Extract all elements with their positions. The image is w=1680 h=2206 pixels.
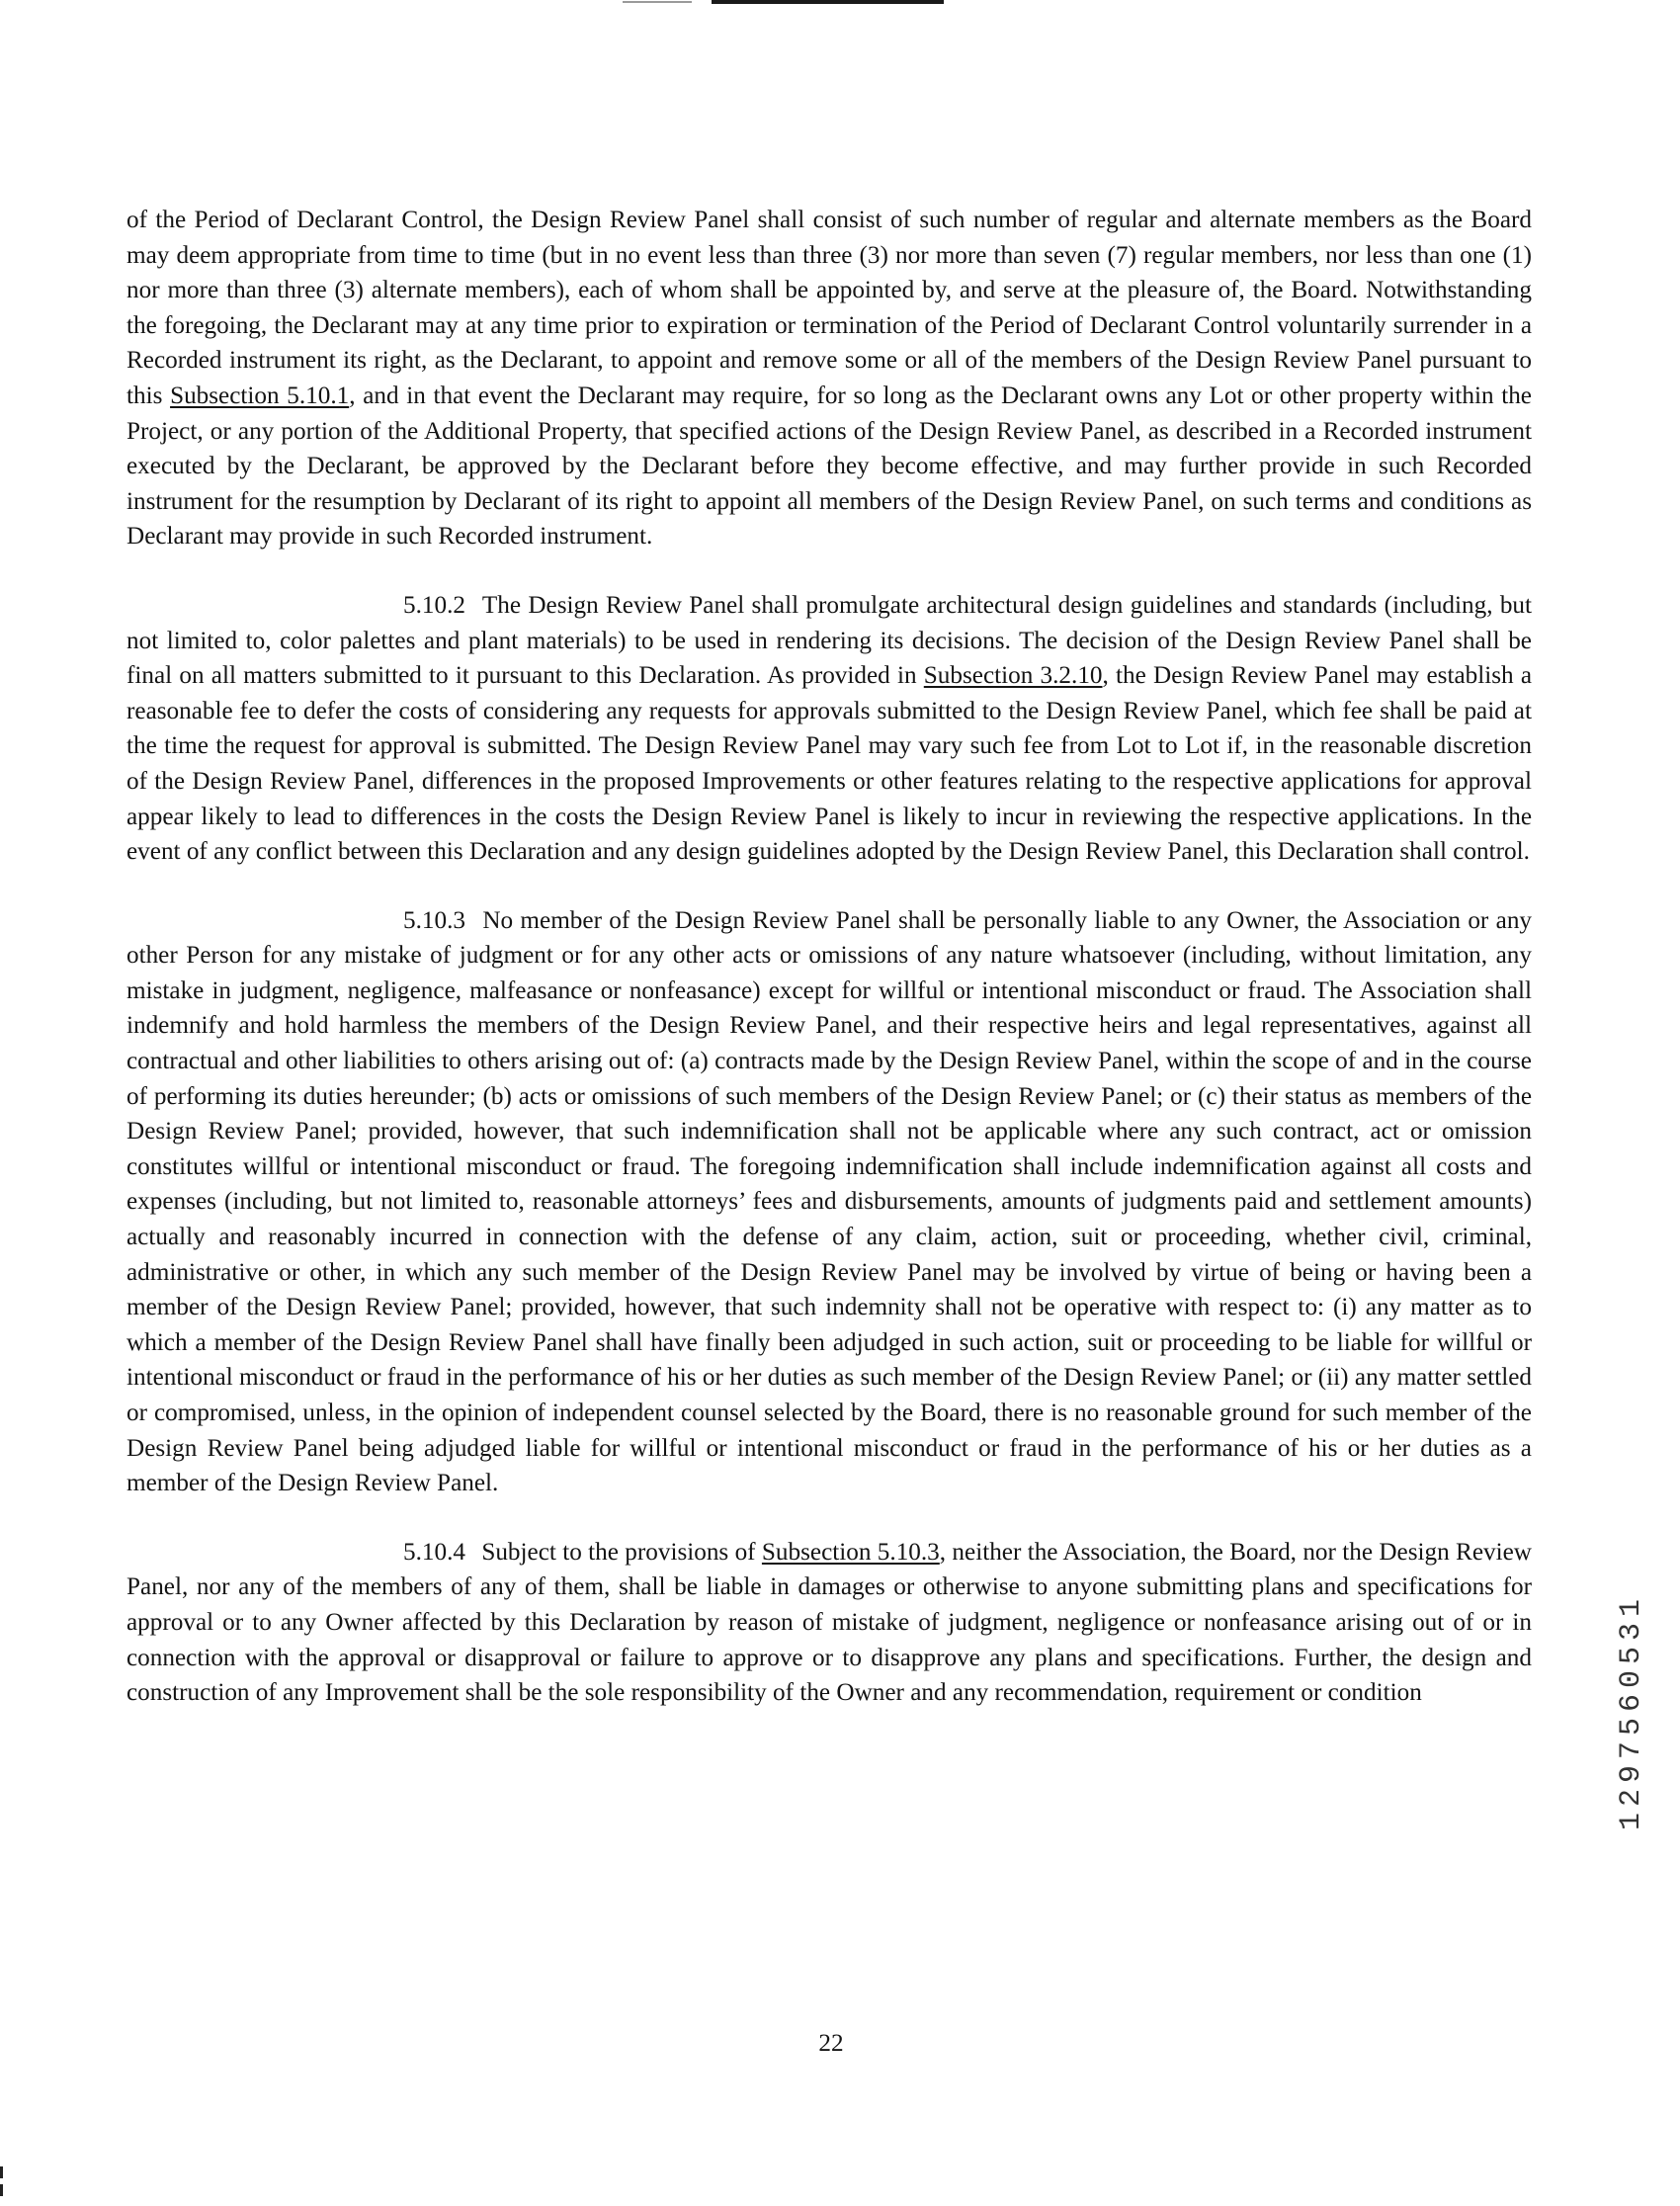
paragraph-5-10-3 [126, 903, 1532, 1501]
text-segment: , and in that event the Declarant may require, for so long as the Declarant owns any Lot or other property within the Project, or any portion of the Additional Property, that specified actions of the Design Review Panel, as described in a Recorded instrument executed by the Declarant, be approved by the Declarant before they become effective, and may further provide in such Recorded instrument for the resumption by Declarant of its right to appoint all members of the Design Review Panel, on such terms and conditions as Declarant may provide in such Recorded instrument. [126, 382, 1532, 551]
scan-mark-bottom-left [0, 2184, 3, 2196]
paragraph-5-10-1-continuation [126, 203, 1532, 554]
text-segment: of the Period of Declarant Control, the Design Review Panel shall consist of such number of regular and alternate members as the Board may deem appropriate from time to time (but in no event less than three (3) nor more than seven (7) regular members, nor less than one (1) nor more than three (3) alternate members), each of whom shall be appointed by, and serve at the pleasure of, the Board. Notwithstanding the foregoing, the Declarant may at any time prior to expiration or termination of the Period of Declarant Control voluntarily surrender in a Recorded instrument its right, as the Declarant, to appoint and remove some or all of the members of the Design Review Panel pursuant to this [126, 207, 1532, 409]
page-number: 22 [818, 2030, 844, 2057]
section-number: 5.10.2 [403, 591, 465, 619]
recording-number-stamp: 1297560531 [1615, 1593, 1648, 1831]
section-number: 5.10.3 [403, 906, 465, 934]
subsection-reference: Subsection 3.2.10 [923, 662, 1103, 690]
scan-mark-bottom-left [0, 2166, 3, 2178]
text-segment: , the Design Review Panel may establish a reasonable fee to defer the costs of considering any requests for approvals submitted to the Design Review Panel, which fee shall be paid at the time the request for approval is submitted. The Design Review Panel may vary such fee from Lot to Lot if, in the reasonable discretion of the Design Review Panel, differences in the proposed Improvements or other features relating to the respective applications for approval appear likely to lead to differences in the costs the Design Review Panel is likely to incur in reviewing the respective applications. In the event of any conflict between this Declaration and any design guidelines adopted by the Design Review Panel, this Declaration shall control. [126, 662, 1533, 866]
document-body [126, 203, 1532, 1711]
scan-mark-top-faint [623, 1, 692, 3]
paragraph-5-10-4 [126, 1535, 1532, 1711]
paragraph-5-10-2 [126, 588, 1532, 870]
text-segment: No member of the Design Review Panel shall be personally liable to any Owner, the Association or any other Person for any mistake of judgment or for any other acts or omissions of any nature whatsoever (including, without limitation, any mistake in judgment, negligence, malfeasance or nonfeasance) except for willful or intentional misconduct or fraud. The Association shall indemnify and hold harmless the members of the Design Review Panel, and their respective heirs and legal representatives, against all contractual and other liabilities to others arising out of: (a) contracts made by the Design Review Panel, within the scope of and in the course of performing its duties hereunder; (b) acts or omissions of such members of the Design Review Panel; or (c) their status as members of the Design Review Panel; provided, however, that such indemnification shall not be applicable where any such contract, act or omission constitutes willful or intentional misconduct or fraud. The foregoing indemnification shall include indemnification against all costs and expenses (including, but not limited to, reasonable attorneys’ fees and disbursements, amounts of judgments paid and settlement amounts) actually and reasonably incurred in connection with the defense of any claim, action, suit or proceeding, whether civil, criminal, administrative or other, in which any such member of the Design Review Panel may be involved by virtue of being or having been a member of the Design Review Panel; provided, however, that such indemnity shall not be operative with respect to: (i) any matter as to which a member of the Design Review Panel shall have finally been adjudged in such action, suit or proceeding to be liable for willful or intentional misconduct or fraud in the performance of his or her duties as such member of the Design Review Panel; or (ii) any matter settled or compromised, unless, in the opinion of independent counsel selected by the Board, there is no reasonable ground for such member of the Design Review Panel being adjudged liable for willful or intentional misconduct or fraud in the performance of his or her duties as a member of the Design Review Panel. [126, 906, 1533, 1497]
subsection-reference: Subsection 5.10.1 [170, 382, 350, 409]
text-segment: , neither the Association, the Board, nor the Design Review Panel, nor any of the members of any of them, shall be liable in damages or otherwise to anyone submitting plans and specifications for approval or to any Owner affected by this Declaration by reason of mistake of judgment, negligence or nonfeasance arising out of or in connection with the approval or disapproval or failure to approve or to disapprove any plans and specifications. Further, the design and construction of any Improvement shall be the sole responsibility of the Owner and any recommendation, requirement or condition [126, 1538, 1532, 1707]
text-segment: The Design Review Panel shall promulgate architectural design guidelines and standards (including, but not limited to, color palettes and plant materials) to be used in rendering its decisions. The decision of the Design Review Panel shall be final on all matters submitted to it pursuant to this Declaration. As provided in [126, 591, 1533, 690]
section-number: 5.10.4 [403, 1538, 465, 1566]
top-rule [712, 0, 944, 4]
text-segment: Subject to the provisions of [481, 1538, 762, 1566]
subsection-reference: Subsection 5.10.3 [761, 1538, 940, 1566]
